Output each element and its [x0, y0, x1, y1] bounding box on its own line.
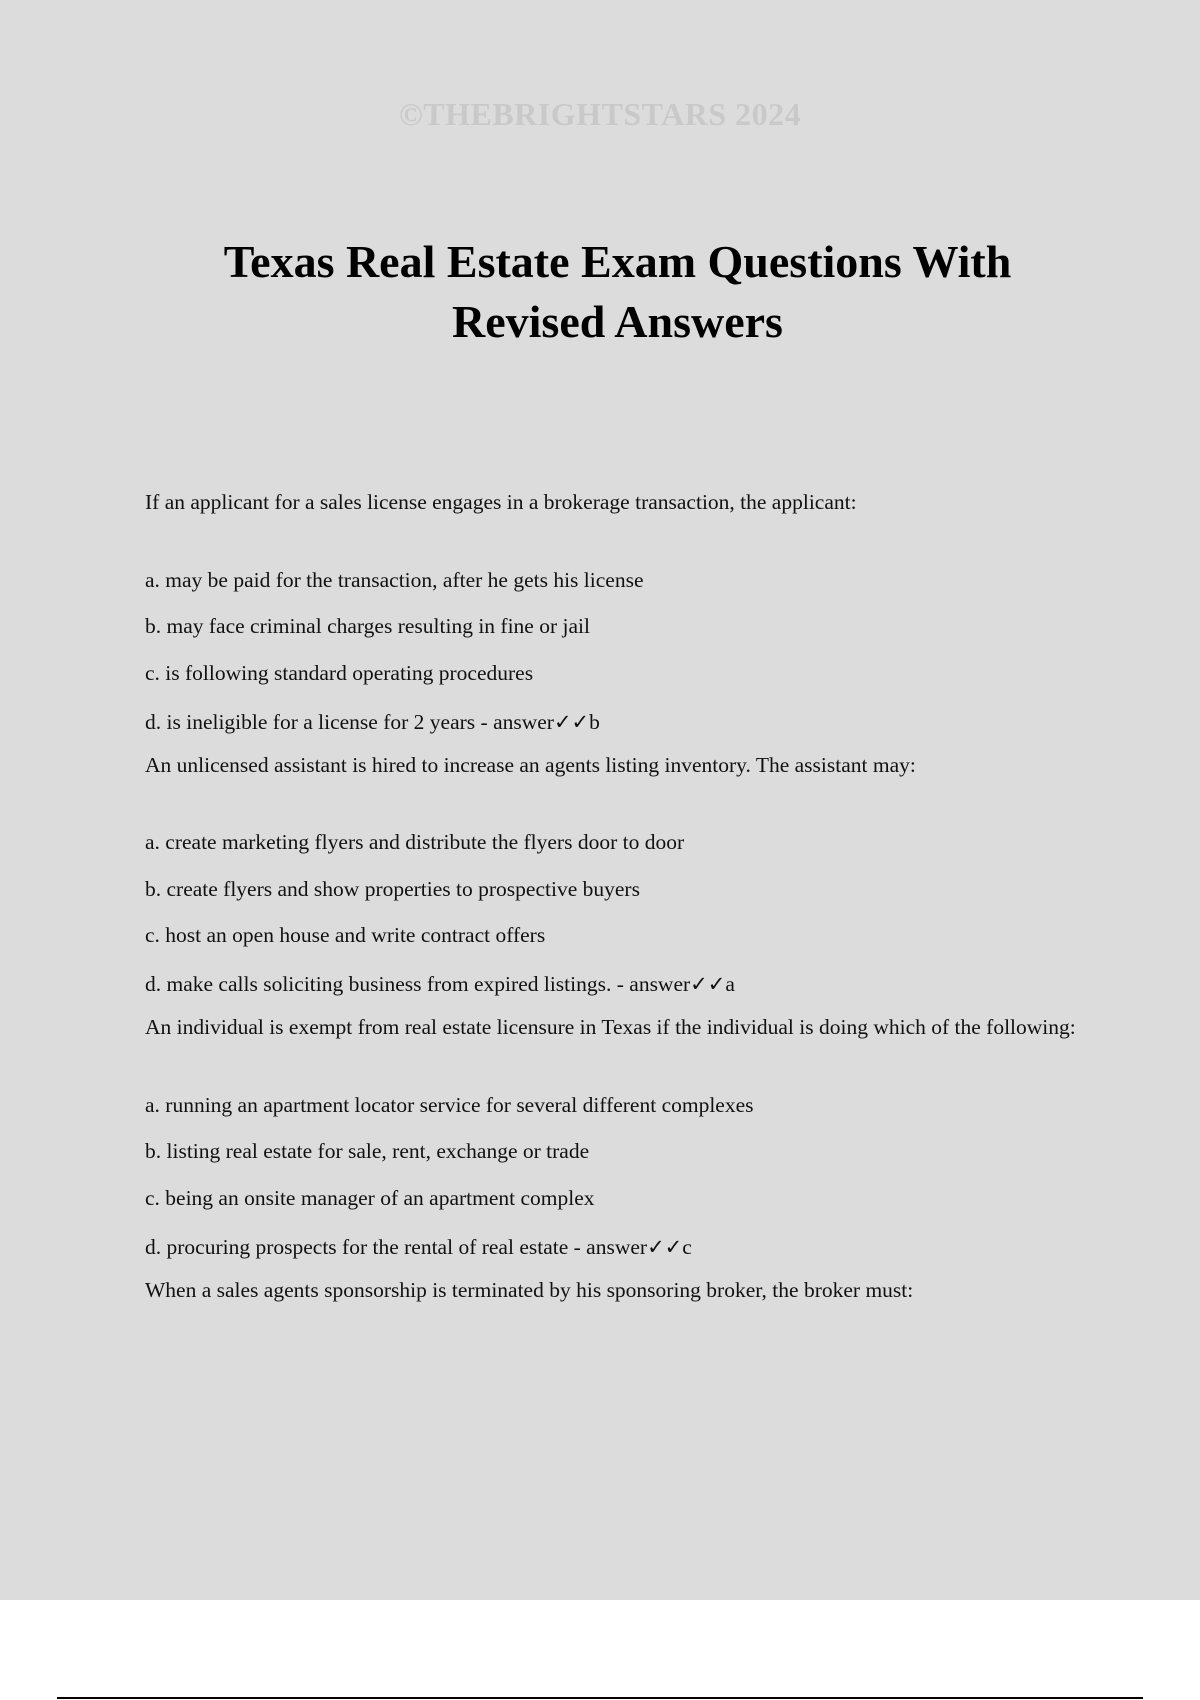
double-check-icon: ✓✓: [647, 1234, 683, 1259]
answer-option: b. listing real estate for sale, rent, exchange or trade: [145, 1139, 590, 1163]
correct-answer-letter: a: [725, 972, 735, 996]
title-line-2: Revised Answers: [452, 296, 783, 347]
option-text: d. is ineligible for a license for 2 years - answer: [145, 709, 554, 734]
question-block: [145, 1000, 1105, 1263]
answer-option: c. is following standard operating procedures: [145, 660, 534, 685]
title-line-1: Texas Real Estate Exam Questions With: [223, 236, 1012, 287]
answer-option: a. create marketing flyers and distribute the flyers door to door: [145, 830, 685, 854]
question-block: [145, 1263, 1105, 1306]
copyright-watermark: ©THEBRIGHTSTARS 2024: [398, 96, 802, 132]
correct-answer-letter: c: [682, 1234, 692, 1259]
question-block: [145, 738, 1105, 1001]
answer-option-with-key: [145, 951, 1105, 1000]
answer-option: b. create flyers and show properties to prospective buyers: [145, 876, 640, 901]
footer-divider: [57, 1697, 1143, 1699]
answer-option: a. running an apartment locator service for several different complexes: [145, 1092, 754, 1117]
question-text: An individual is exempt from real estate licensure in Texas if the individual is doing which of the following:: [145, 1015, 1076, 1039]
answer-option: b. may face criminal charges resulting in fine or jail: [145, 614, 590, 638]
question-list: [145, 487, 1105, 1306]
document-title: [0, 232, 1200, 352]
option-text: d. procuring prospects for the rental of real estate - answer: [145, 1234, 648, 1259]
answer-option-with-key: [145, 1214, 1105, 1263]
double-check-icon: ✓✓: [690, 972, 726, 996]
question-text: An unlicensed assistant is hired to increase an agents listing inventory. The assistant may:: [145, 752, 916, 777]
answer-option: c. host an open house and write contract offers: [145, 923, 546, 947]
correct-answer-letter: b: [589, 709, 600, 734]
answer-option: a. may be paid for the transaction, after he gets his license: [145, 567, 644, 592]
answer-option-with-key: [145, 689, 1105, 738]
question-text: When a sales agents sponsorship is terminated by his sponsoring broker, the broker must:: [145, 1277, 914, 1302]
double-check-icon: ✓✓: [553, 709, 590, 734]
answer-option: c. being an onsite manager of an apartment complex: [145, 1185, 595, 1210]
option-text: d. make calls soliciting business from expired listings. - answer: [145, 972, 691, 996]
question-text: If an applicant for a sales license engages in a brokerage transaction, the applicant:: [145, 490, 857, 514]
question-block: [145, 487, 1105, 738]
